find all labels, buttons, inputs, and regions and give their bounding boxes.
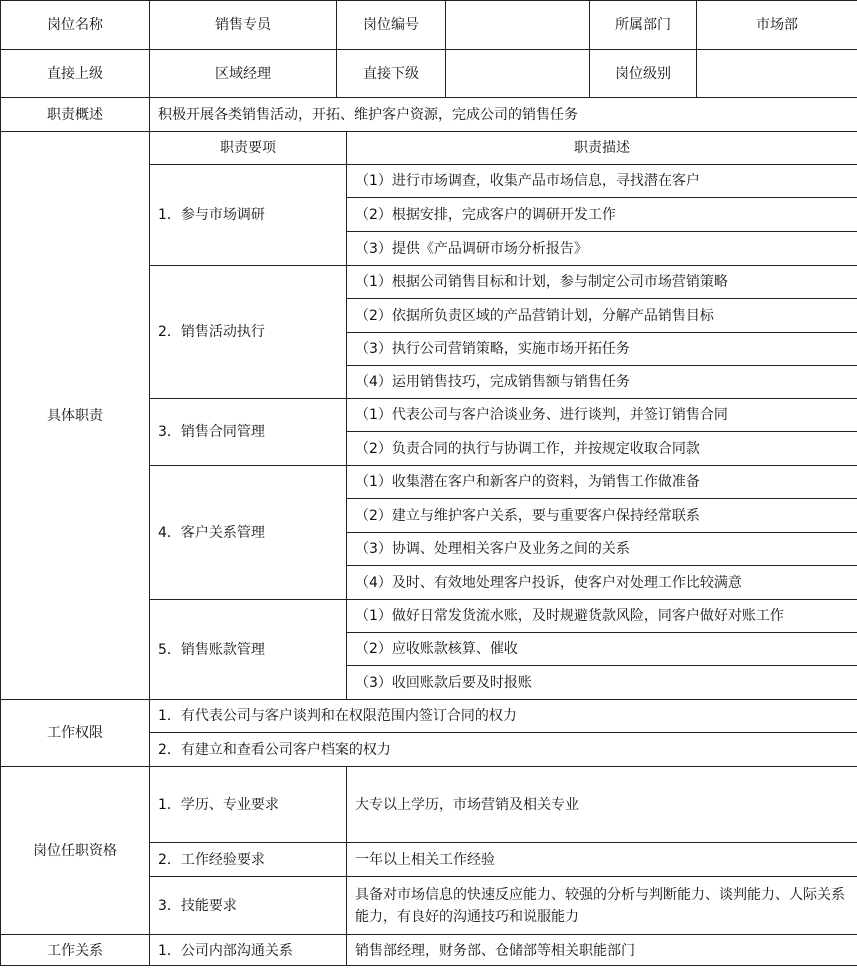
duty-line: （1）根据公司销售目标和计划，参与制定公司市场营销策略 xyxy=(346,265,857,298)
value-department: 市场部 xyxy=(696,0,857,49)
qual-desc: 大专以上学历，市场营销及相关专业 xyxy=(346,766,857,842)
label-position-level: 岗位级别 xyxy=(589,49,696,97)
duty-line: （1）做好日常发货流水账，及时规避货款风险，同客户做好对账工作 xyxy=(346,599,857,632)
value-position-name: 销售专员 xyxy=(149,0,336,49)
duties-col-desc: 职责描述 xyxy=(346,131,857,164)
duty-line: （2）应收账款核算、催收 xyxy=(346,632,857,665)
duty-line: （1）收集潜在客户和新客户的资料，为销售工作做准备 xyxy=(346,465,857,498)
qual-desc xyxy=(346,876,857,934)
summary-text: 积极开展各类销售活动，开拓、维护客户资源，完成公司的销售任务 xyxy=(149,97,857,131)
label-duties: 具体职责 xyxy=(0,131,149,699)
value-subordinate xyxy=(445,49,589,97)
table-bottom-border xyxy=(0,965,857,966)
authority-line: 1．有代表公司与客户谈判和在权限范围内签订合同的权力 xyxy=(149,699,857,732)
label-summary: 职责概述 xyxy=(0,97,149,131)
duty-line: （2）建立与维护客户关系，要与重要客户保持经常联系 xyxy=(346,498,857,532)
duty-item-5: 5．销售账款管理 xyxy=(149,599,346,699)
label-supervisor: 直接上级 xyxy=(0,49,149,97)
duty-line: （3）收回账款后要及时报账 xyxy=(346,665,857,699)
label-qualifications: 岗位任职资格 xyxy=(0,766,149,934)
duty-item-1: 1．参与市场调研 xyxy=(149,164,346,265)
duty-line: （2）根据安排，完成客户的调研开发工作 xyxy=(346,197,857,231)
relations-desc: 销售部经理，财务部、仓储部等相关职能部门 xyxy=(346,934,857,966)
label-subordinate: 直接下级 xyxy=(336,49,445,97)
value-position-level xyxy=(696,49,857,97)
duties-col-item: 职责要项 xyxy=(149,131,346,164)
duty-line: （2）负责合同的执行与协调工作，并按规定收取合同款 xyxy=(346,431,857,465)
label-position-code: 岗位编号 xyxy=(336,0,445,49)
relations-item: 1．公司内部沟通关系 xyxy=(149,934,346,966)
duty-line: （1）代表公司与客户洽谈业务、进行谈判，并签订销售合同 xyxy=(346,398,857,431)
duty-line: （4）及时、有效地处理客户投诉，使客户对处理工作比较满意 xyxy=(346,565,857,599)
duty-line: （3）协调、处理相关客户及业务之间的关系 xyxy=(346,532,857,565)
duty-line: （3）执行公司营销策略，实施市场开拓任务 xyxy=(346,332,857,365)
duty-item-2: 2．销售活动执行 xyxy=(149,265,346,398)
qual-desc-text: 具备对市场信息的快速反应能力、较强的分析与判断能力、谈判能力、人际关系能力，有良好的沟通技巧和说服能力 xyxy=(355,886,845,925)
duty-item-3: 3．销售合同管理 xyxy=(149,398,346,465)
value-supervisor: 区域经理 xyxy=(149,49,336,97)
qual-item: 3．技能要求 xyxy=(149,876,346,934)
label-relations: 工作关系 xyxy=(0,934,149,966)
qual-item: 2．工作经验要求 xyxy=(149,842,346,876)
duty-line: （1）进行市场调查，收集产品市场信息，寻找潜在客户 xyxy=(346,164,857,197)
qual-item: 1．学历、专业要求 xyxy=(149,766,346,842)
label-authority: 工作权限 xyxy=(0,699,149,766)
duty-line: （3）提供《产品调研市场分析报告》 xyxy=(346,231,857,265)
duty-item-4: 4．客户关系管理 xyxy=(149,465,346,599)
qual-desc: 一年以上相关工作经验 xyxy=(346,842,857,876)
value-position-code xyxy=(445,0,589,49)
authority-line: 2．有建立和查看公司客户档案的权力 xyxy=(149,732,857,766)
label-department: 所属部门 xyxy=(589,0,696,49)
duty-line: （2）依据所负责区域的产品营销计划，分解产品销售目标 xyxy=(346,298,857,332)
duty-line: （4）运用销售技巧，完成销售额与销售任务 xyxy=(346,365,857,398)
label-position-name: 岗位名称 xyxy=(0,0,149,49)
